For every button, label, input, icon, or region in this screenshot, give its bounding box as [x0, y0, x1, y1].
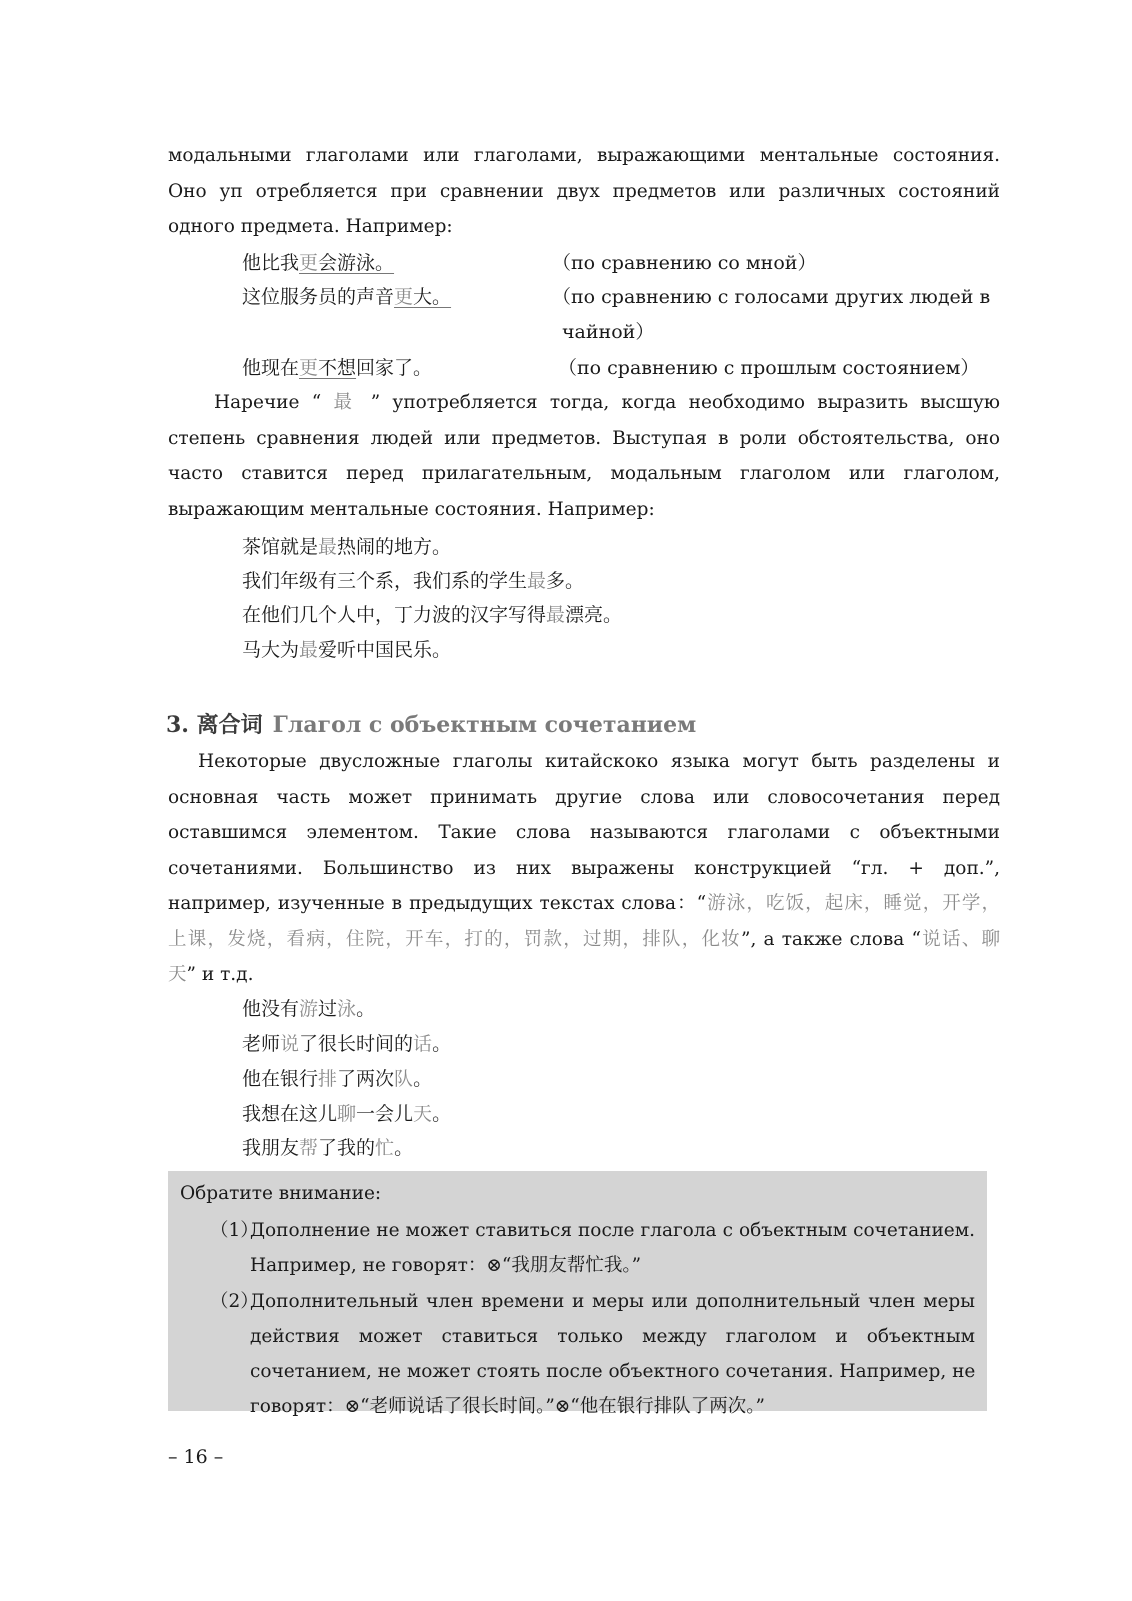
text-line: 上课，发烧，看病，住院，开车，打的，罚款，过期，排队，化妆”, а также слова “说话、聊 [168, 928, 1000, 950]
paragraph-separable-verbs [168, 744, 1000, 993]
text-line: модальными глаголами или глаголами, выражающими ментальные состояния. [168, 145, 1000, 166]
attention-note-box [168, 1171, 987, 1417]
paragraph-zui [168, 385, 1000, 527]
text-line: говорят：⊗“老师说话了很长时间。”⊗“他在银行排队了两次。” [250, 1396, 765, 1417]
highlighted-word: 天 [413, 1103, 433, 1125]
example-sentence: 在他们几个人中，丁力波的汉字写得最漂亮。 [242, 604, 623, 626]
highlighted-word: 队 [394, 1068, 414, 1090]
highlighted-word: 最 [546, 604, 566, 626]
highlighted-word: 聊 [337, 1103, 357, 1125]
text-line: Например, не говорят：⊗“我朋友帮忙我。” [250, 1255, 642, 1276]
example-sentence: 他在银行排了两次队。 [242, 1068, 433, 1090]
highlighted-word: 说 [280, 1033, 300, 1055]
text-line: выражающим ментальные состояния. Например: [168, 498, 655, 520]
page-number: – 16 – [168, 1446, 224, 1468]
text-line: степень сравнения людей или предметов. Выступая в роли обстоятельства, оно [168, 427, 1000, 449]
highlighted-word: 更 [299, 357, 319, 379]
paragraph-comparison-intro [168, 138, 1000, 245]
example-sentence: 他比我更会游泳。 [242, 252, 395, 274]
section-heading-number: 3. 离合词 [166, 712, 263, 738]
text-line: Оно уп отребляется при сравнении двух предметов или различных состояний [168, 180, 1000, 202]
text-line: часто ставится перед прилагательным, модальным глаголом или глаголом, [168, 463, 1000, 484]
highlighted-word: 游泳，吃饭，起床，睡觉，开学， [706, 893, 1000, 914]
example-sentence: 老师说了很长时间的话。 [242, 1033, 452, 1055]
text-line: оставшимся элементом. Такие слова называются глаголами с объектными [168, 822, 1000, 843]
text-line: одного предмета. Например: [168, 216, 453, 237]
example-note: чайной） [562, 321, 655, 343]
highlighted-word: 最 [527, 570, 547, 592]
text-line: основная часть может принимать другие слова или словосочетания перед [168, 786, 1000, 808]
example-sentence: 他现在更不想回家了。 [242, 357, 433, 379]
text-line: действия может ставиться только между глаголом и объектным [250, 1326, 975, 1347]
section-heading [166, 708, 696, 739]
highlighted-word: 更 [299, 252, 319, 274]
note-item [210, 1284, 975, 1424]
highlighted-word: 忙 [375, 1137, 395, 1159]
example-note: （по сравнению с голосами других людей в [552, 286, 991, 308]
note-title: Обратите внимание: [180, 1183, 382, 1204]
text-line: 天” и т.д. [168, 964, 254, 985]
highlighted-word: 话 [413, 1033, 433, 1055]
highlighted-word: 排 [318, 1068, 338, 1090]
highlighted-word: 最 [318, 536, 338, 558]
note-item [210, 1213, 975, 1283]
example-note: （по сравнению с прошлым состоянием） [558, 357, 980, 379]
example-sentence: 马大为最爱听中国民乐。 [242, 639, 452, 661]
text-line: например, изученные в предыдущих текстах слова：“游泳，吃饭，起床，睡觉，开学， [168, 893, 1000, 914]
highlighted-word: 说话、聊 [920, 928, 1000, 950]
note-item-number: （2） [210, 1291, 259, 1312]
highlighted-word: 帮 [299, 1137, 319, 1159]
example-sentence: 我朋友帮了我的忙。 [242, 1137, 414, 1159]
note-item-number: （1） [210, 1220, 259, 1241]
text-line: сочетаниями. Большинство из них выражены конструкцией “гл. + доп.”, [168, 857, 1000, 879]
text-line: Некоторые двусложные глаголы китайскоко языка могут быть разделены и [198, 751, 1000, 772]
highlighted-word: 上课，发烧，看病，住院，开车，打的，罚款，过期，排队，化妆 [168, 928, 742, 950]
section-heading-title: Глагол с объектным сочетанием [272, 712, 697, 738]
example-sentence: 他没有游过泳。 [242, 998, 376, 1020]
highlighted-word: 泳 [337, 998, 357, 1020]
text-line: Дополнение не может ставиться после глагола с объектным сочетанием. [250, 1220, 975, 1241]
text-line: Наречие “ 最 ” употребляется тогда, когда необходимо выразить высшую [214, 392, 1000, 413]
example-sentence: 我们年级有三个系，我们系的学生最多。 [242, 570, 585, 592]
highlighted-word: 天 [168, 964, 187, 985]
text-line: сочетанием, не может стоять после объектного сочетания. Например, не [250, 1361, 976, 1382]
highlighted-word: 最 [299, 639, 319, 661]
example-sentence: 我想在这儿聊一会儿天。 [242, 1103, 452, 1125]
example-note: （по сравнению со мной） [552, 252, 817, 274]
highlighted-word: 更 [394, 286, 414, 308]
highlighted-word: 最 [333, 392, 359, 413]
example-sentence: 茶馆就是最热闹的地方。 [242, 536, 452, 558]
highlighted-word: 游 [299, 998, 319, 1020]
example-sentence: 这位服务员的声音更大。 [242, 286, 452, 308]
text-line: Дополнительный член времени и меры или дополнительный член меры [250, 1291, 975, 1312]
